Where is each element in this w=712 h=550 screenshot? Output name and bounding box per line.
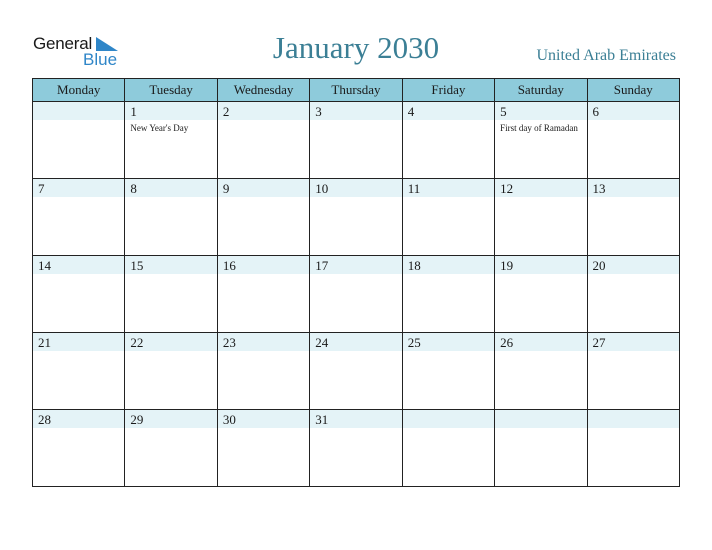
day-number: 20 <box>592 258 606 273</box>
day-cell <box>125 333 217 410</box>
day-cell <box>33 256 125 333</box>
day-cell <box>587 333 679 410</box>
day-cell-band <box>33 102 124 120</box>
day-number: 8 <box>130 181 137 196</box>
day-cell-band <box>495 410 586 428</box>
day-cell-band <box>33 179 124 197</box>
weekday-header-monday: Monday <box>33 79 125 102</box>
day-cell <box>495 256 587 333</box>
day-cell <box>217 333 309 410</box>
day-cell <box>217 179 309 256</box>
day-number: 16 <box>222 258 236 273</box>
day-number: 9 <box>222 181 230 196</box>
day-cell <box>587 102 679 179</box>
day-cell <box>402 102 494 179</box>
day-cell <box>125 410 217 487</box>
holiday-label: First day of Ramadan <box>500 123 578 133</box>
day-cell <box>217 102 309 179</box>
day-cell <box>402 410 494 487</box>
day-cell <box>402 333 494 410</box>
day-number: 11 <box>407 181 421 196</box>
day-cell <box>125 102 217 179</box>
day-cell-band <box>495 102 586 120</box>
day-number: 1 <box>130 104 137 119</box>
day-cell <box>587 179 679 256</box>
day-number: 4 <box>407 104 415 119</box>
day-cell <box>33 333 125 410</box>
day-cell <box>402 179 494 256</box>
day-number: 23 <box>222 335 236 350</box>
day-cell-band <box>310 102 401 120</box>
weekday-header-wednesday: Wednesday <box>217 79 309 102</box>
day-cell <box>310 410 402 487</box>
day-cell <box>310 256 402 333</box>
day-number: 31 <box>315 412 329 427</box>
day-cell-band <box>403 102 494 120</box>
day-number: 3 <box>315 104 322 119</box>
day-cell <box>33 410 125 487</box>
logo-text-general: General <box>33 34 93 53</box>
day-number: 5 <box>500 104 507 119</box>
day-cell <box>310 102 402 179</box>
day-number: 27 <box>592 335 606 350</box>
weekday-header-friday: Friday <box>402 79 494 102</box>
day-cell <box>310 179 402 256</box>
day-number: 25 <box>407 335 421 350</box>
weekday-header-tuesday: Tuesday <box>125 79 217 102</box>
day-number: 13 <box>592 181 606 196</box>
day-number: 19 <box>500 258 514 273</box>
weekday-header-thursday: Thursday <box>310 79 402 102</box>
day-number: 6 <box>592 104 600 119</box>
day-cell <box>495 333 587 410</box>
day-number: 12 <box>500 181 514 196</box>
week-row <box>33 410 680 487</box>
day-number: 24 <box>315 335 329 350</box>
day-cell-band <box>218 179 309 197</box>
country-label: United Arab Emirates <box>536 47 676 64</box>
day-cell <box>587 410 679 487</box>
day-number: 29 <box>130 412 144 427</box>
day-cell-band <box>125 179 216 197</box>
week-row <box>33 179 680 256</box>
day-number: 18 <box>407 258 421 273</box>
weekday-header-sunday: Sunday <box>587 79 679 102</box>
week-row <box>33 102 680 179</box>
day-cell-band <box>403 410 494 428</box>
weekday-header-saturday: Saturday <box>495 79 587 102</box>
day-cell <box>33 179 125 256</box>
day-number: 2 <box>222 104 230 119</box>
day-cell-band <box>588 410 679 428</box>
week-row <box>33 256 680 333</box>
weekday-header-row <box>33 79 680 102</box>
day-number: 10 <box>315 181 329 196</box>
holiday-label: New Year's Day <box>130 123 189 133</box>
day-cell <box>125 256 217 333</box>
page-title: January 2030 <box>272 30 440 65</box>
day-cell <box>217 410 309 487</box>
day-cell <box>310 333 402 410</box>
day-number: 28 <box>38 412 51 427</box>
day-cell-band <box>218 102 309 120</box>
day-cell-band <box>588 102 679 120</box>
day-cell <box>217 256 309 333</box>
day-cell-band <box>125 102 216 120</box>
week-row <box>33 333 680 410</box>
day-number: 26 <box>500 335 514 350</box>
day-cell <box>33 102 125 179</box>
day-cell <box>495 179 587 256</box>
day-cell <box>402 256 494 333</box>
calendar-grid <box>32 78 680 487</box>
day-number: 7 <box>38 181 45 196</box>
day-cell <box>495 102 587 179</box>
logo-text-blue: Blue <box>83 50 118 69</box>
day-cell <box>495 410 587 487</box>
day-number: 15 <box>130 258 144 273</box>
day-number: 21 <box>38 335 51 350</box>
day-number: 14 <box>38 258 51 273</box>
day-cell <box>125 179 217 256</box>
day-number: 30 <box>222 412 236 427</box>
day-number: 22 <box>130 335 144 350</box>
day-number: 17 <box>315 258 329 273</box>
day-cell <box>587 256 679 333</box>
